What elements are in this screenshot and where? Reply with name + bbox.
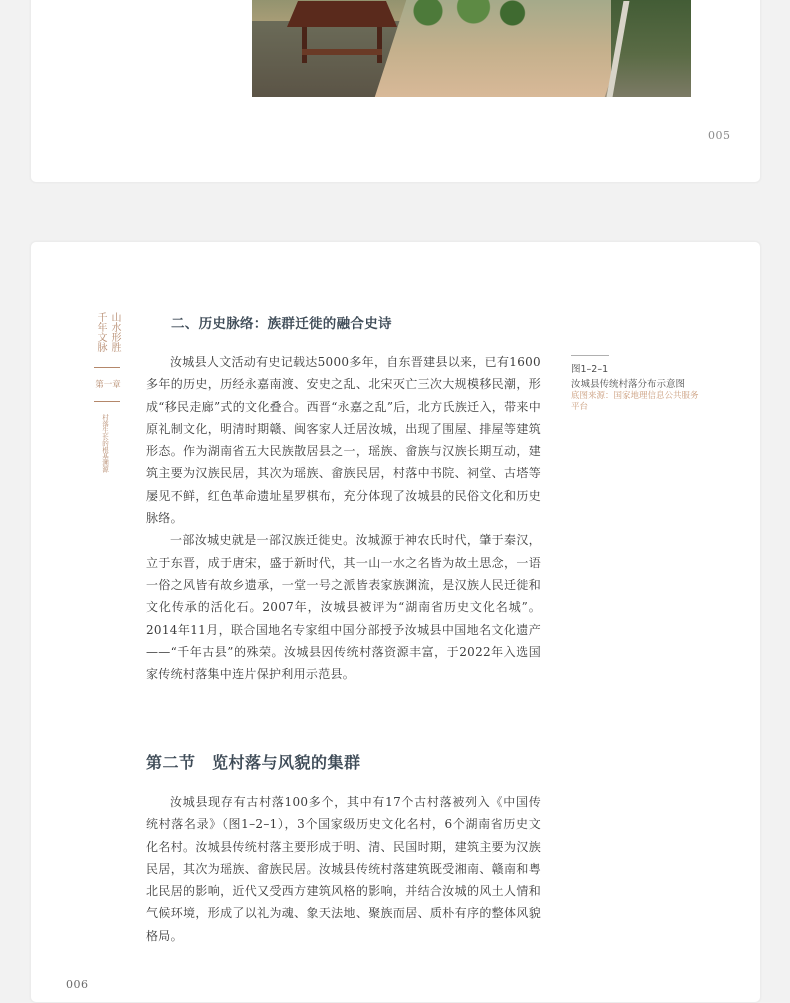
photo-pavilion-roof	[287, 1, 397, 27]
book-title-line2: 千年文脉	[95, 312, 106, 352]
section-title: 第二节 览村落与风貌的集群	[146, 753, 361, 772]
figure-number: 图1–2–1	[571, 364, 609, 375]
paragraph: 汝城县人文活动有史记载达5000多年，自东晋建县以来，已有1600多年的历史，历经永嘉南渡、安史之乱、北宋灭亡三次大规模移民潮，形成“移民走廊”式的文化叠合。西晋“永嘉之乱”后，北方氏族迁入，带来中原礼制文化，明清时期赣、闽客家人迁居汝城，出现了围屋、排屋等建筑形态。作为湖南省五大民族散居县之一，瑶族、畲族与汉族长期互动，建筑主要为汉族民居，其次为瑶族、畲族民居，村落中书院、祠堂、古塔等屡见不鲜，红色革命遗址星罗棋布，充分体现了汝城县的民俗文化和历史脉络。	[146, 355, 541, 526]
paragraph: 一部汝城史就是一部汉族迁徙史。汝城源于神农氏时代，肇于秦汉，立于东晋，成于唐宋，盛于新时代，其一山一水之名皆为故土思念，一语一俗之风皆有故乡遗承，一堂一号之派皆表家族渊流，是汉族人民迁徙和文化传承的活化石。2007年，汝城县被评为“湖南省历史文化名城”。2014年11月，联合国地名专家组中国分部授予汝城县中国地名文化遗产——“千年古县”的殊荣。汝城县因传统村落资源丰富，于2022年入选国家传统村落集中连片保护利用示范县。	[146, 533, 541, 682]
caption-rule	[571, 355, 609, 356]
figure-title: 汝城县传统村落分布示意图	[571, 379, 686, 390]
photo-pavilion-post	[377, 27, 382, 63]
page-number: 005	[708, 129, 731, 142]
page-006	[30, 241, 761, 1003]
section-body	[146, 791, 541, 947]
page-005	[30, 0, 761, 183]
page-number: 006	[66, 978, 89, 991]
margin-rule	[94, 367, 120, 368]
subsection-body	[146, 351, 541, 685]
paragraph: 汝城县现存有古村落100多个，其中有17个古村落被列入《中国传统村落名录》（图1–2–1），3个国家级历史文化名村，6个湖南省历史文化名村。汝城县传统村落主要形成于明、清、民国时期，建筑主要为汉族民居，其次为瑶族、畲族民居。汝城县传统村落建筑既受湘南、赣南和粤北民居的影响，近代又受西方建筑风格的影响，并结合汝城的风土人情和气候环境，形成了以礼为魂、象天法地、聚族而居、质朴有序的整体风貌格局。	[146, 795, 541, 943]
book-title-line1: 山水形胜	[109, 312, 120, 352]
subsection-title: 二、历史脉络：族群迁徙的融合史诗	[171, 316, 392, 332]
photo-bench	[302, 49, 382, 55]
chapter-label: 第一章	[95, 380, 121, 390]
photo-trees	[402, 0, 532, 31]
figure-source: 底图来源：国家地理信息公共服务平台	[571, 391, 699, 412]
village-river-photo	[252, 0, 691, 97]
photo-pavilion-post	[302, 27, 307, 63]
margin-rule	[94, 401, 120, 402]
chapter-subtitle: 村落生长的根基溯源	[101, 414, 109, 473]
